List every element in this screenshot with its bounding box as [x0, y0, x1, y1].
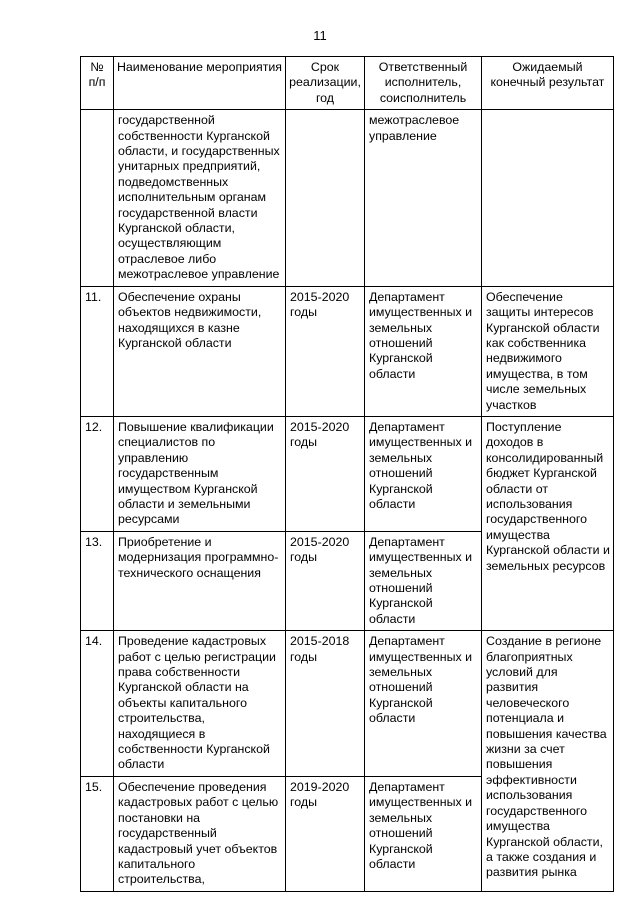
- text-line: области, и государственных: [118, 144, 280, 159]
- activity-executor: [365, 631, 482, 777]
- text-line: Ответственный: [378, 60, 468, 74]
- text-line: имущественных и: [369, 305, 473, 320]
- text-line: объектов недвижимости,: [118, 305, 262, 320]
- text-line: межотраслевое управление: [118, 267, 280, 282]
- text-line: имущественных и: [369, 795, 473, 810]
- text-line: земельных: [369, 320, 433, 335]
- text-line: капитального: [118, 856, 196, 871]
- text-line: собственности Курганской: [118, 742, 270, 757]
- text-line: Департамент: [369, 289, 445, 304]
- text-line: отраслевое либо: [118, 251, 217, 266]
- activity-executor: [365, 110, 482, 286]
- page-number: 11: [313, 28, 327, 43]
- text-line: доходов в: [486, 435, 544, 450]
- header-activity-name: [114, 57, 286, 110]
- text-line: земельных: [369, 565, 433, 580]
- activity-name: [114, 531, 286, 630]
- activity-term: [286, 416, 365, 531]
- row-number: 11.: [81, 286, 114, 416]
- text-line: Обеспечение проведения: [118, 779, 267, 794]
- text-line: земельных: [369, 665, 433, 680]
- text-line: год: [315, 90, 335, 105]
- text-line: имущественных и: [369, 550, 473, 565]
- text-line: области и земельными: [118, 496, 251, 511]
- text-line: области: [369, 611, 416, 626]
- text-line: годы: [290, 550, 318, 565]
- row-number: 12.: [81, 416, 114, 531]
- text-line: имущества: [486, 819, 550, 834]
- text-line: Курганской: [369, 596, 433, 611]
- text-line: бюджет Курганской: [486, 466, 597, 481]
- text-line: кадастровых работ с целью: [118, 795, 279, 810]
- activity-name: [114, 286, 286, 416]
- text-line: ресурсами: [118, 512, 180, 527]
- text-line: исполнитель,: [384, 75, 462, 90]
- text-line: постановки на: [118, 810, 201, 825]
- table-row: [81, 631, 614, 777]
- text-line: а также создания и: [486, 849, 597, 864]
- activity-term: [286, 110, 365, 286]
- activity-executor: [365, 416, 482, 531]
- text-line: работ с целью регистрации: [118, 649, 276, 664]
- text-line: конечный результат: [490, 75, 605, 90]
- text-line: Курганской: [369, 695, 433, 710]
- text-line: государственным: [118, 466, 219, 481]
- text-line: человеческого: [486, 695, 570, 710]
- text-line: числе земельных: [486, 382, 587, 397]
- table-header-row: [81, 57, 614, 110]
- text-line: Повышение квалификации: [118, 419, 274, 434]
- text-line: государственный: [118, 826, 217, 841]
- text-line: Обеспечение: [486, 289, 563, 304]
- text-line: специалистов по: [118, 435, 216, 450]
- header-term: [286, 57, 365, 110]
- activity-term: [286, 631, 365, 777]
- activity-name: [114, 416, 286, 531]
- text-line: Приобретение и: [118, 534, 212, 549]
- text-line: Ожидаемый: [512, 60, 583, 74]
- row-number: [81, 110, 114, 286]
- text-line: годы: [290, 795, 318, 810]
- activity-result: [482, 286, 614, 416]
- text-line: Курганской области,: [118, 221, 235, 236]
- activity-name: [114, 631, 286, 777]
- table-row: [81, 416, 614, 531]
- text-line: собственности Курганской: [118, 128, 270, 143]
- activity-executor: [365, 776, 482, 891]
- text-line: Обеспечение охраны: [118, 289, 241, 304]
- text-line: годы: [290, 649, 318, 664]
- text-line: осуществляющим: [118, 236, 222, 251]
- text-line: объекты капитального: [118, 695, 247, 710]
- text-line: как собственника: [486, 335, 587, 350]
- text-line: Курганской области: [486, 320, 600, 335]
- table-row: [81, 110, 614, 286]
- text-line: управлению: [118, 450, 189, 465]
- text-line: отношений: [369, 466, 433, 481]
- text-line: п/п: [88, 75, 106, 90]
- text-line: технического оснащения: [118, 565, 261, 580]
- text-line: области: [369, 366, 416, 381]
- text-line: Наименование мероприятия: [116, 60, 283, 74]
- text-line: области: [369, 856, 416, 871]
- header-expected-result: [482, 57, 614, 110]
- text-line: Курганской области,: [486, 834, 603, 849]
- text-line: Департамент: [369, 419, 445, 434]
- text-line: строительства,: [118, 711, 205, 726]
- text-line: имущественных и: [369, 435, 473, 450]
- text-line: области: [369, 496, 416, 511]
- text-line: недвижимого: [486, 351, 562, 366]
- text-line: находящихся в казне: [118, 320, 240, 335]
- text-line: государственного: [486, 512, 588, 527]
- text-line: Проведение кадастровых: [118, 634, 267, 649]
- text-line: жизни за счет: [486, 742, 565, 757]
- text-line: области: [369, 711, 416, 726]
- text-line: соисполнитель: [379, 90, 467, 105]
- text-line: Департамент: [369, 634, 445, 649]
- text-line: земельных: [369, 810, 433, 825]
- activity-result: [482, 416, 614, 630]
- text-line: имущества: [486, 527, 550, 542]
- text-line: 2015-2020: [290, 289, 350, 304]
- text-line: Курганской: [369, 351, 433, 366]
- text-line: защиты интересов: [486, 305, 594, 320]
- text-line: унитарных предприятий,: [118, 159, 261, 174]
- text-line: Курганской области: [118, 335, 232, 350]
- text-line: находящиеся в: [118, 726, 206, 741]
- text-line: строительства,: [118, 872, 205, 887]
- text-line: отношений: [369, 826, 433, 841]
- text-line: эффективности: [486, 772, 577, 787]
- text-line: межотраслевое: [369, 113, 460, 128]
- activity-name: [114, 110, 286, 286]
- text-line: подведомственных: [118, 174, 229, 189]
- text-line: государственной: [118, 113, 215, 128]
- activity-result: [482, 631, 614, 892]
- text-line: 2015-2020: [290, 534, 350, 549]
- text-line: отношений: [369, 581, 433, 595]
- text-line: имуществом Курганской: [118, 481, 258, 496]
- text-line: №: [90, 60, 104, 74]
- text-line: Поступление: [486, 419, 562, 434]
- activity-term: [286, 531, 365, 630]
- text-line: управление: [369, 128, 437, 143]
- text-line: развития рынка: [486, 865, 577, 880]
- header-executor: [365, 57, 482, 110]
- text-line: исполнительным органам: [118, 190, 267, 205]
- text-line: Срок: [310, 60, 340, 74]
- text-line: Создание в регионе: [486, 634, 602, 649]
- text-line: повышения качества: [486, 726, 607, 741]
- text-line: использования: [486, 788, 573, 803]
- text-line: реализации,: [289, 75, 361, 90]
- text-line: права собственности: [118, 665, 241, 680]
- text-line: Курганской: [369, 841, 433, 856]
- row-number: 13.: [81, 531, 114, 630]
- text-line: имущественных и: [369, 649, 473, 664]
- text-line: Курганской области на: [118, 680, 249, 695]
- row-number: 14.: [81, 631, 114, 777]
- text-line: земельных: [369, 450, 433, 465]
- text-line: развития: [486, 680, 539, 695]
- activity-term: [286, 776, 365, 891]
- text-line: годы: [290, 305, 318, 320]
- text-line: Департамент: [369, 534, 445, 549]
- text-line: отношений: [369, 335, 433, 350]
- text-line: Курганской области и: [486, 543, 610, 558]
- table-row: [81, 286, 614, 416]
- text-line: годы: [290, 435, 318, 450]
- text-line: Департамент: [369, 779, 445, 794]
- text-line: отношений: [369, 680, 433, 695]
- activity-term: [286, 286, 365, 416]
- activities-table: [80, 56, 614, 892]
- text-line: модернизация программно-: [118, 550, 279, 565]
- activity-executor: [365, 531, 482, 630]
- text-line: области от: [486, 481, 549, 496]
- activity-result: [482, 110, 614, 286]
- text-line: государственного: [486, 803, 588, 818]
- activity-executor: [365, 286, 482, 416]
- row-number: 15.: [81, 776, 114, 891]
- text-line: 2015-2018: [290, 634, 350, 649]
- text-line: благоприятных: [486, 649, 573, 664]
- text-line: Курганской: [369, 481, 433, 496]
- header-number: [81, 57, 114, 110]
- text-line: 2019-2020: [290, 779, 350, 794]
- text-line: использования: [486, 496, 573, 511]
- text-line: потенциала и: [486, 711, 564, 726]
- text-line: государственной власти: [118, 205, 258, 220]
- text-line: области: [118, 757, 165, 772]
- text-line: участков: [486, 397, 537, 412]
- text-line: 2015-2020: [290, 419, 350, 434]
- text-line: консолидированный: [486, 450, 604, 465]
- text-line: повышения: [486, 757, 553, 772]
- text-line: кадастровый учет объектов: [118, 841, 278, 856]
- text-line: условий для: [486, 665, 558, 680]
- text-line: земельных ресурсов: [486, 558, 606, 573]
- activity-name: [114, 776, 286, 891]
- text-line: имущества, в том: [486, 366, 588, 381]
